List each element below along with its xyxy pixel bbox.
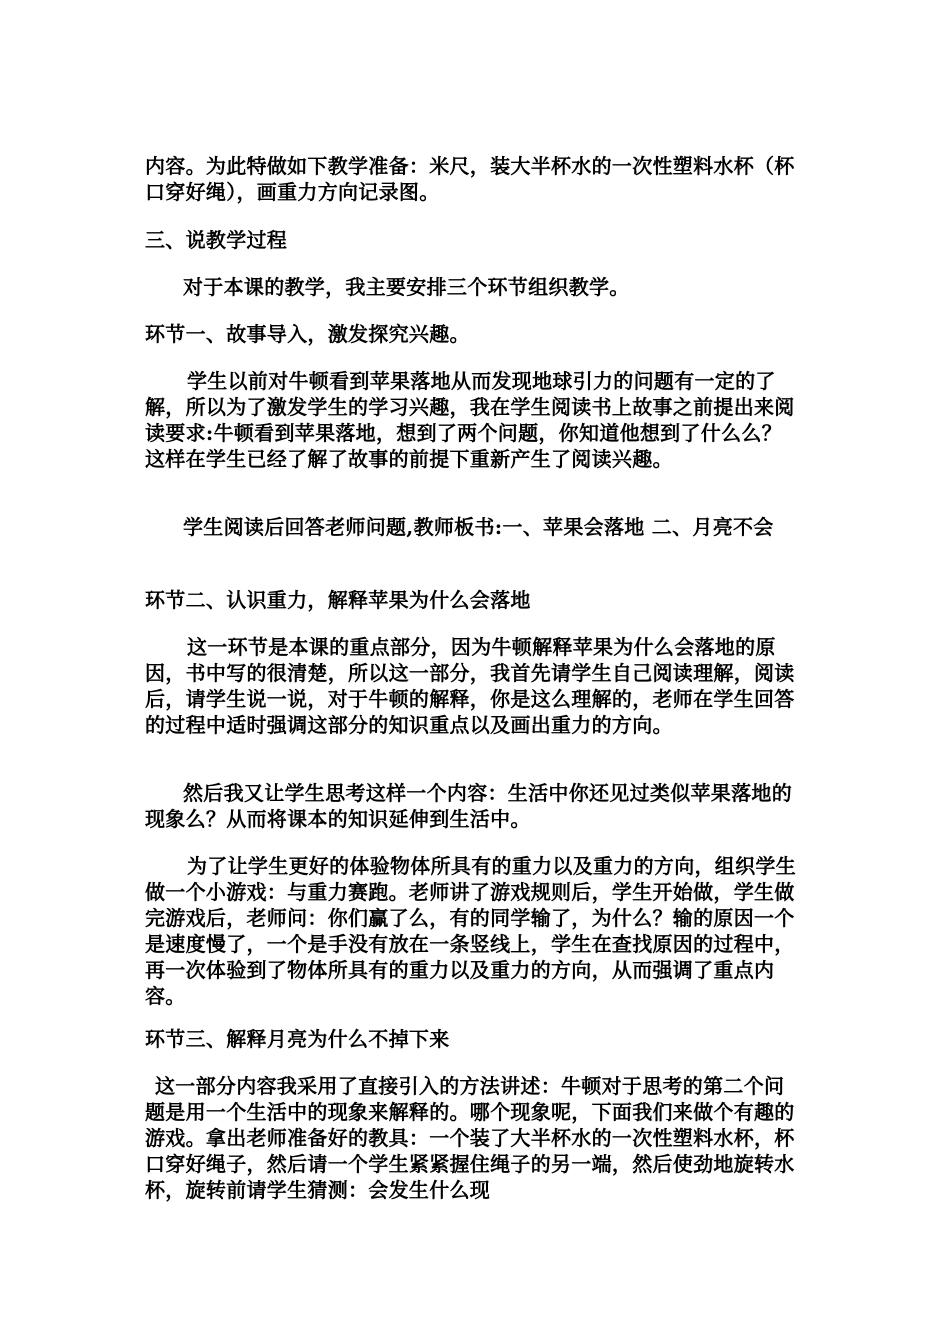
heading-stage-two: 环节二、认识重力，解释苹果为什么会落地: [145, 588, 531, 612]
heading-stage-three: 环节三、解释月亮为什么不掉下来: [145, 1027, 450, 1051]
paragraph-stage-two-body: 这一环节是本课的重点部分，因为牛顿解释苹果为什么会落地的原因，书中写的很清楚，所以这一部分，我首先请学生自己阅读理解，阅读后，请学生说一说，对于牛顿的解释，你是这么理解的，老师在学生回答的过程中适时强调这部分的知识重点以及画出重力的方向。: [145, 635, 795, 737]
heading-teaching-process: 三、说教学过程: [145, 228, 288, 252]
heading-stage-one: 环节一、故事导入，激发探究兴趣。: [145, 322, 470, 346]
paragraph-stage-three-body: 这一部分内容我采用了直接引入的方法讲述：牛顿对于思考的第二个问题是用一个生活中的现象来解释的。哪个现象呢，下面我们来做个有趣的游戏。拿出老师准备好的教具：一个装了大半杯水的一次性塑料水杯，杯口穿好绳子，然后请一个学生紧紧握住绳子的另一端，然后使劲地旋转水杯，旋转前请学生猜测：会发生什么现: [145, 1074, 795, 1202]
paragraph-life-examples: 然后我又让学生思考这样一个内容：生活中你还见过类似苹果落地的现象么？从而将课本的知识延伸到生活中。: [145, 781, 792, 831]
paragraph-three-stages: 对于本课的教学，我主要安排三个环节组织教学。: [183, 275, 630, 299]
paragraph-gravity-game: 为了让学生更好的体验物体所具有的重力以及重力的方向，组织学生做一个小游戏：与重力赛跑。老师讲了游戏规则后，学生开始做，学生做完游戏后，老师问：你们赢了么，有的同学输了，为什么？输的原因一个是速度慢了，一个是手没有放在一条竖线上，学生在查找原因的过程中，再一次体验到了物体所具有的重力以及重力的方向，从而强调了重点内容。: [145, 854, 796, 1008]
paragraph-board-writing: 学生阅读后回答老师问题,教师板书:一、苹果会落地 二、月亮不会: [183, 515, 774, 539]
paragraph-stage-one-body: 学生以前对牛顿看到苹果落地从而发现地球引力的问题有一定的了解，所以为了激发学生的学习兴趣，我在学生阅读书上故事之前提出来阅读要求:牛顿看到苹果落地，想到了两个问题，你知道他想到了什么么？这样在学生已经了解了故事的前提下重新产生了阅读兴趣。: [145, 369, 795, 471]
paragraph-teaching-preparation: 内容。为此特做如下教学准备：米尺，装大半杯水的一次性塑料水杯（杯口穿好绳），画重力方向记录图。: [145, 154, 795, 204]
